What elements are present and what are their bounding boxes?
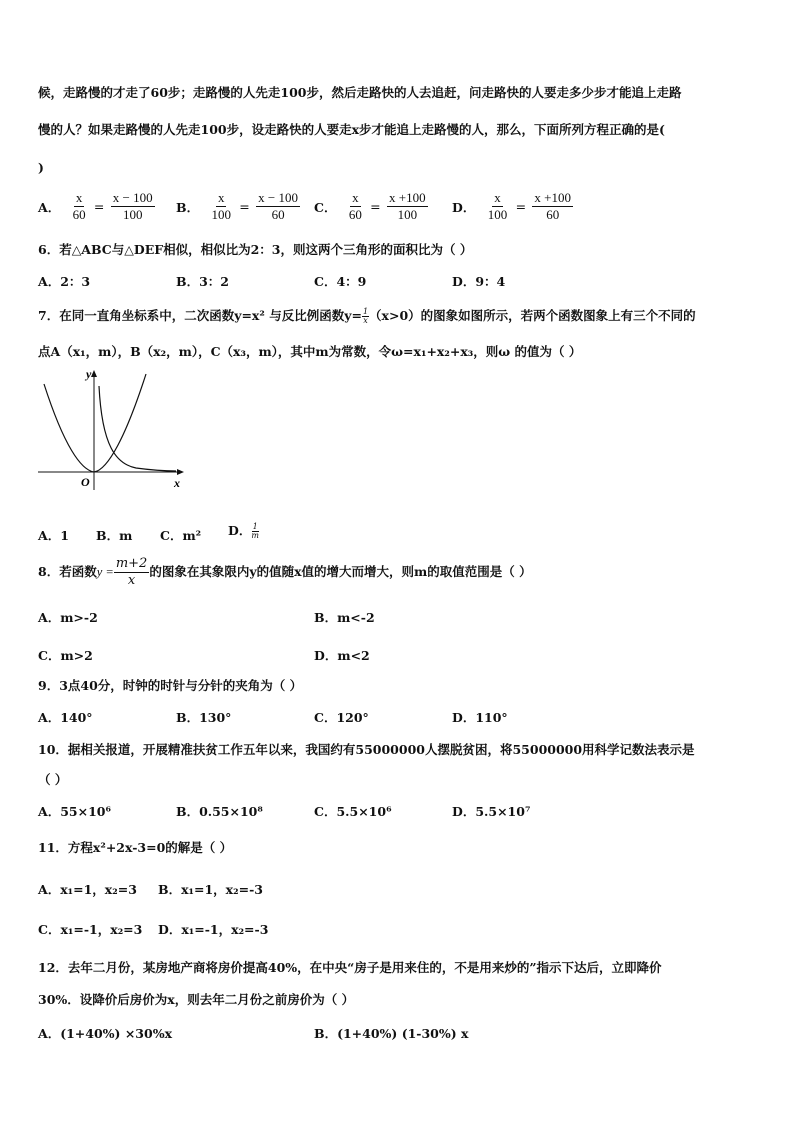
q5-b-right-fraction: $\frac{x - 100}{60}$ bbox=[258, 190, 298, 222]
q8-option-a[interactable]: A．m>-2 bbox=[38, 610, 98, 625]
q5-option-c[interactable]: C． $\frac{x}{60}$ = $\frac{x +100}{100}$ bbox=[314, 190, 426, 222]
q8-stem: 8．若函数y = $\frac{m+2}{x}$ 的图象在其象限内y的值随x值的增大而增大，则m的取值范围是（ ） bbox=[38, 556, 532, 588]
q12-option-a[interactable]: A．(1+40%) ×30%x bbox=[38, 1026, 173, 1041]
q8-function-fraction: $\frac{m+2}{x}$ bbox=[115, 556, 148, 588]
origin-label: O bbox=[81, 475, 90, 489]
q7-stem-line1: 7．在同一直角坐标系中，二次函数y=x² 与反比例函数y= $\frac{1}{x}$ （x>0）的图象如图所示，若两个函数图象上有三个不同的 bbox=[38, 307, 696, 325]
q7-option-b[interactable]: B．m bbox=[96, 528, 133, 543]
q12-option-b[interactable]: B．(1+40%) (1-30%) x bbox=[314, 1026, 469, 1041]
q7-option-a[interactable]: A．1 bbox=[38, 528, 69, 543]
q5-a-right-fraction: $\frac{x - 100}{100}$ bbox=[112, 190, 153, 222]
q5-line3: ) bbox=[38, 160, 44, 175]
q7-option-c[interactable]: C．m² bbox=[160, 528, 202, 543]
q9-option-c[interactable]: C．120° bbox=[314, 710, 369, 725]
q11-option-a[interactable]: A．x₁=1，x₂=3 bbox=[38, 882, 137, 897]
q10-option-b[interactable]: B．0.55×10⁸ bbox=[176, 804, 263, 819]
q12-stem-2: 30%．设降价后房价为x，则去年二月份之前房价为（ ） bbox=[38, 992, 355, 1007]
q5-d-right-fraction: $\frac{x +100}{60}$ bbox=[534, 190, 571, 222]
q5-option-d[interactable]: D． $\frac{x}{100}$ = $\frac{x +100}{60}$ bbox=[452, 190, 571, 222]
q7-inline-fraction: $\frac{1}{x}$ bbox=[362, 307, 369, 325]
q11-stem: 11．方程x²+2x-3=0的解是（ ） bbox=[38, 840, 233, 855]
y-axis-arrow bbox=[91, 370, 97, 377]
q7-option-d-fraction: $\frac{1}{m}$ bbox=[251, 522, 259, 540]
x-axis-label: x bbox=[174, 476, 180, 490]
q10-option-a[interactable]: A．55×10⁶ bbox=[38, 804, 111, 819]
q6-stem: 6．若△ABC与△DEF相似，相似比为2：3，则这两个三角形的面积比为（ ） bbox=[38, 242, 473, 257]
q5-option-b[interactable]: B． $\frac{x}{100}$ = $\frac{x - 100}{60}$ bbox=[176, 190, 298, 222]
q7-stem-line2: 点A（x₁，m），B（x₂，m），C（x₃，m），其中m为常数，令ω=x₁+x₂+x₃，则ω 的值为（ ） bbox=[38, 344, 582, 359]
q5-line1: 候，走路慢的才走了60步；走路慢的人先走100步，然后走路快的人去追赶，问走路快的人要走多少步才能追上走路 bbox=[38, 85, 682, 100]
q5-line2: 慢的人？如果走路慢的人先走100步，设走路快的人要走x步才能追上走路慢的人，那么，下面所列方程正确的是( bbox=[38, 122, 665, 137]
q7-graph bbox=[36, 366, 186, 492]
q9-option-a[interactable]: A．140° bbox=[38, 710, 93, 725]
q10-stem: 10．据相关报道，开展精准扶贫工作五年以来，我国约有55000000人摆脱贫困，将55000000用科学记数法表示是 bbox=[38, 742, 695, 757]
q5-option-a-label: A． bbox=[38, 199, 61, 215]
q7-option-d[interactable]: D． $\frac{1}{m}$ bbox=[228, 522, 259, 540]
q8-option-b[interactable]: B．m<-2 bbox=[314, 610, 375, 625]
y-axis-label: y bbox=[86, 367, 92, 381]
q8-option-c[interactable]: C．m>2 bbox=[38, 648, 93, 663]
q9-stem: 9．3点40分，时钟的时针与分针的夹角为（ ） bbox=[38, 678, 303, 693]
q12-stem: 12．去年二月份，某房地产商将房价提高40%，在中央“房子是用来住的，不是用来炒的”指示下达后，立即降价 bbox=[38, 960, 662, 975]
q5-option-d-label: D． bbox=[452, 199, 476, 215]
q8-option-d[interactable]: D．m<2 bbox=[314, 648, 370, 663]
q5-option-a[interactable]: A． $\frac{x}{60}$ = $\frac{x - 100}{100}$ bbox=[38, 190, 153, 222]
q5-a-left-fraction: $\frac{x}{60}$ bbox=[72, 190, 86, 222]
q11-option-c[interactable]: C．x₁=-1，x₂=3 bbox=[38, 922, 143, 937]
q9-option-b[interactable]: B．130° bbox=[176, 710, 232, 725]
q5-d-left-fraction: $\frac{x}{100}$ bbox=[487, 190, 508, 222]
q11-option-d[interactable]: D．x₁=-1，x₂=-3 bbox=[158, 922, 269, 937]
q11-option-b[interactable]: B．x₁=1，x₂=-3 bbox=[158, 882, 263, 897]
q5-b-left-fraction: $\frac{x}{100}$ bbox=[211, 190, 231, 222]
q5-option-b-label: B． bbox=[176, 199, 200, 215]
q10-option-d[interactable]: D．5.5×10⁷ bbox=[452, 804, 531, 819]
q9-option-d[interactable]: D．110° bbox=[452, 710, 508, 725]
q5-c-left-fraction: $\frac{x}{60}$ bbox=[348, 190, 362, 222]
q5-c-right-fraction: $\frac{x +100}{100}$ bbox=[389, 190, 426, 222]
q10-option-c[interactable]: C．5.5×10⁶ bbox=[314, 804, 392, 819]
q6-option-d[interactable]: D．9：4 bbox=[452, 274, 506, 289]
q10-stem-2: （ ） bbox=[38, 772, 68, 787]
q6-option-c[interactable]: C．4：9 bbox=[314, 274, 367, 289]
q6-option-a[interactable]: A．2：3 bbox=[38, 274, 91, 289]
q6-option-b[interactable]: B．3：2 bbox=[176, 274, 229, 289]
parabola-curve bbox=[44, 374, 146, 472]
q5-option-c-label: C． bbox=[314, 199, 337, 215]
x-axis-arrow bbox=[177, 469, 184, 475]
